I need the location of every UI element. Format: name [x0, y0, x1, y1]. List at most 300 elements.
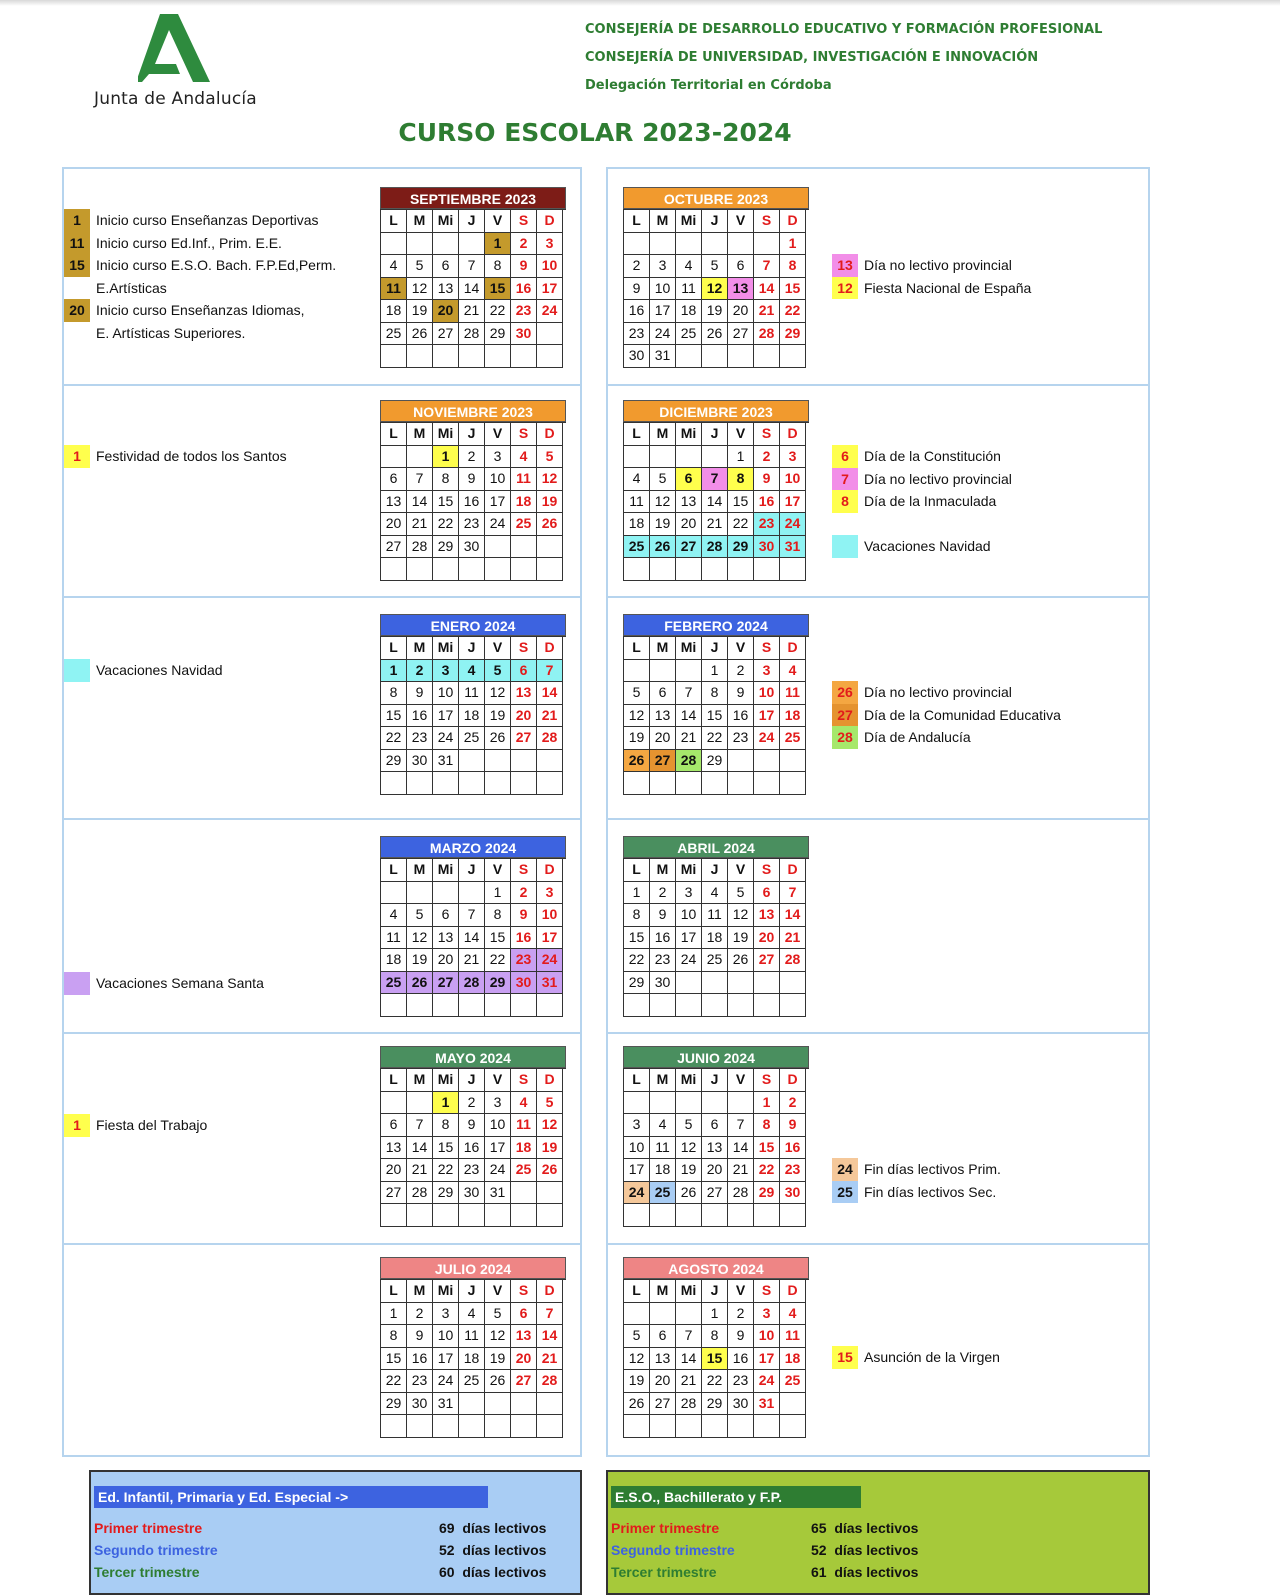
day-cell: 26	[485, 727, 511, 750]
day-cell: 23	[511, 949, 537, 972]
day-cell: 22	[728, 513, 754, 536]
day-cell: 5	[728, 882, 754, 905]
legend-swatch: 1	[64, 209, 90, 232]
legend-item	[64, 277, 336, 300]
day-cell: 3	[754, 1303, 780, 1326]
empty-cell	[381, 446, 407, 469]
day-cell: 11	[459, 1325, 485, 1348]
day-cell: 3	[537, 233, 563, 256]
weekday-header: Mi	[676, 1280, 702, 1303]
legend-swatch	[64, 322, 90, 345]
weekday-header: L	[381, 210, 407, 233]
day-cell: 19	[485, 705, 511, 728]
legend-swatch: 25	[832, 1181, 858, 1204]
day-cell: 4	[624, 468, 650, 491]
empty-cell	[650, 1303, 676, 1326]
day-cell: 7	[728, 1114, 754, 1137]
day-cell: 22	[381, 1370, 407, 1393]
weekday-header: V	[485, 423, 511, 446]
weekday-header: S	[511, 1280, 537, 1303]
day-cell: 6	[728, 255, 754, 278]
day-cell: 24	[485, 513, 511, 536]
day-cell: 11	[780, 1325, 806, 1348]
day-cell: 30	[407, 1393, 433, 1416]
weekday-header: M	[650, 1069, 676, 1092]
day-cell: 6	[511, 660, 537, 683]
empty-cell	[676, 1092, 702, 1115]
weekday-header: L	[624, 423, 650, 446]
day-cell: 8	[702, 682, 728, 705]
weekday-header: L	[381, 859, 407, 882]
day-cell: 26	[702, 323, 728, 346]
empty-cell	[433, 345, 459, 368]
day-cell: 7	[537, 660, 563, 683]
day-cell: 22	[485, 300, 511, 323]
month-grid	[623, 209, 809, 368]
day-cell: 2	[728, 1303, 754, 1326]
legend-text: Inicio curso Ed.Inf., Prim. E.E.	[96, 234, 282, 251]
weekday-header: V	[728, 637, 754, 660]
day-cell: 5	[485, 660, 511, 683]
day-cell: 4	[780, 1303, 806, 1326]
empty-cell	[702, 1204, 728, 1227]
day-cell: 21	[459, 949, 485, 972]
day-cell: 14	[676, 1348, 702, 1371]
day-cell: 30	[624, 345, 650, 368]
day-cell: 19	[624, 727, 650, 750]
day-cell: 3	[433, 1303, 459, 1326]
day-cell: 11	[650, 1137, 676, 1160]
empty-cell	[650, 1092, 676, 1115]
empty-cell	[676, 1204, 702, 1227]
legend-text: Festividad de todos los Santos	[96, 448, 287, 464]
empty-cell	[650, 1204, 676, 1227]
weekday-header: M	[650, 423, 676, 446]
legend-text: Vacaciones Semana Santa	[96, 975, 264, 991]
day-cell: 5	[407, 255, 433, 278]
day-cell: 28	[407, 536, 433, 559]
day-cell: 13	[381, 491, 407, 514]
weekday-header: M	[650, 859, 676, 882]
day-cell: 12	[407, 927, 433, 950]
day-cell: 27	[728, 323, 754, 346]
day-cell: 28	[754, 323, 780, 346]
empty-cell	[676, 660, 702, 683]
day-cell: 7	[537, 1303, 563, 1326]
empty-cell	[537, 1204, 563, 1227]
empty-cell	[780, 345, 806, 368]
day-cell: 14	[728, 1137, 754, 1160]
weekday-header: Mi	[433, 1280, 459, 1303]
legend-item	[64, 232, 336, 255]
weekday-header: M	[407, 637, 433, 660]
weekday-header: D	[537, 637, 563, 660]
day-cell: 8	[433, 468, 459, 491]
empty-cell	[754, 1415, 780, 1438]
weekday-header: S	[511, 637, 537, 660]
day-cell: 17	[433, 705, 459, 728]
day-cell: 16	[511, 278, 537, 301]
day-cell: 27	[381, 1182, 407, 1205]
day-cell: 12	[624, 1348, 650, 1371]
month-grid	[380, 422, 566, 581]
day-cell: 8	[780, 255, 806, 278]
day-cell: 25	[381, 972, 407, 995]
day-cell: 10	[624, 1137, 650, 1160]
legend-swatch	[832, 513, 858, 536]
day-cell: 18	[650, 1159, 676, 1182]
empty-cell	[754, 972, 780, 995]
day-cell: 19	[537, 491, 563, 514]
day-cell: 9	[754, 468, 780, 491]
empty-cell	[537, 1393, 563, 1416]
weekday-header: J	[702, 1280, 728, 1303]
legend-august	[832, 1346, 1000, 1369]
legend-item	[832, 513, 1012, 536]
weekday-header: D	[780, 859, 806, 882]
empty-cell	[702, 446, 728, 469]
weekday-header: L	[381, 1069, 407, 1092]
month-october	[623, 187, 809, 368]
legend-text: Fiesta Nacional de España	[864, 279, 1032, 296]
legend-swatch: 7	[832, 468, 858, 491]
month-june	[623, 1046, 809, 1227]
day-cell: 8	[485, 904, 511, 927]
day-cell: 22	[702, 1370, 728, 1393]
day-cell: 6	[754, 882, 780, 905]
day-cell: 29	[702, 1393, 728, 1416]
day-cell: 8	[381, 682, 407, 705]
weekday-header: D	[780, 1280, 806, 1303]
empty-cell	[650, 772, 676, 795]
day-cell: 11	[459, 682, 485, 705]
day-cell: 28	[702, 536, 728, 559]
day-cell: 26	[624, 750, 650, 773]
day-cell: 5	[537, 1092, 563, 1115]
empty-cell	[485, 1204, 511, 1227]
weekday-header: V	[728, 1280, 754, 1303]
day-cell: 29	[485, 323, 511, 346]
empty-cell	[511, 1204, 537, 1227]
summary-row-3: Tercer trimestre	[94, 1564, 200, 1580]
day-cell: 7	[459, 904, 485, 927]
day-cell: 11	[511, 468, 537, 491]
weekday-header: Mi	[433, 637, 459, 660]
empty-cell	[511, 536, 537, 559]
day-cell: 18	[511, 491, 537, 514]
day-cell: 14	[459, 927, 485, 950]
day-cell: 9	[407, 682, 433, 705]
day-cell: 20	[676, 513, 702, 536]
day-cell: 15	[780, 278, 806, 301]
legend-swatch: 15	[64, 254, 90, 277]
empty-cell	[624, 1415, 650, 1438]
day-cell: 20	[754, 927, 780, 950]
day-cell: 30	[511, 323, 537, 346]
day-cell: 27	[754, 949, 780, 972]
day-cell: 26	[624, 1393, 650, 1416]
day-cell: 10	[754, 1325, 780, 1348]
empty-cell	[780, 1415, 806, 1438]
legend-swatch: 26	[832, 681, 858, 704]
day-cell: 30	[650, 972, 676, 995]
empty-cell	[511, 345, 537, 368]
day-cell: 19	[485, 1348, 511, 1371]
summary-row-1: Primer trimestre	[94, 1520, 203, 1536]
day-cell: 7	[702, 468, 728, 491]
weekday-header: J	[459, 423, 485, 446]
legend-swatch: 27	[832, 704, 858, 727]
day-cell: 1	[381, 1303, 407, 1326]
day-cell: 16	[728, 1348, 754, 1371]
weekday-header: V	[485, 1280, 511, 1303]
day-cell: 24	[433, 1370, 459, 1393]
empty-cell	[459, 994, 485, 1017]
legend-item	[832, 490, 1012, 513]
day-cell: 23	[407, 1370, 433, 1393]
summary-row-2: Segundo trimestre	[611, 1542, 735, 1558]
day-cell: 16	[624, 300, 650, 323]
day-cell: 7	[407, 1114, 433, 1137]
day-cell: 17	[754, 1348, 780, 1371]
empty-cell	[754, 772, 780, 795]
day-cell: 6	[381, 1114, 407, 1137]
empty-cell	[702, 994, 728, 1017]
weekday-header: L	[381, 637, 407, 660]
empty-cell	[676, 345, 702, 368]
weekday-header: S	[754, 1069, 780, 1092]
day-cell: 16	[459, 491, 485, 514]
day-cell: 28	[537, 1370, 563, 1393]
empty-cell	[650, 994, 676, 1017]
summary-row-2: Segundo trimestre	[94, 1542, 218, 1558]
day-cell: 21	[676, 727, 702, 750]
day-cell: 27	[433, 972, 459, 995]
empty-cell	[780, 972, 806, 995]
day-cell: 8	[624, 904, 650, 927]
day-cell: 24	[537, 949, 563, 972]
day-cell: 7	[459, 255, 485, 278]
empty-cell	[511, 772, 537, 795]
day-cell: 14	[407, 491, 433, 514]
day-cell: 18	[459, 705, 485, 728]
day-cell: 29	[728, 536, 754, 559]
day-cell: 28	[676, 1393, 702, 1416]
dept-line-1: CONSEJERÍA DE DESARROLLO EDUCATIVO Y FORMACIÓN PROFESIONAL	[585, 22, 1103, 37]
day-cell: 10	[433, 682, 459, 705]
weekday-header: J	[702, 423, 728, 446]
day-cell: 1	[780, 233, 806, 256]
empty-cell	[459, 882, 485, 905]
weekday-header: D	[537, 423, 563, 446]
day-cell: 6	[702, 1114, 728, 1137]
empty-cell	[537, 772, 563, 795]
day-cell: 31	[650, 345, 676, 368]
day-cell: 29	[381, 1393, 407, 1416]
weekday-header: V	[728, 859, 754, 882]
empty-cell	[624, 994, 650, 1017]
day-cell: 20	[433, 949, 459, 972]
day-cell: 10	[485, 468, 511, 491]
day-cell: 23	[754, 513, 780, 536]
day-cell: 27	[676, 536, 702, 559]
empty-cell	[780, 750, 806, 773]
day-cell: 3	[676, 882, 702, 905]
day-cell: 11	[381, 278, 407, 301]
weekday-header: S	[511, 210, 537, 233]
day-cell: 2	[754, 446, 780, 469]
day-cell: 18	[780, 1348, 806, 1371]
day-cell: 23	[728, 1370, 754, 1393]
day-cell: 2	[624, 255, 650, 278]
day-cell: 20	[381, 513, 407, 536]
empty-cell	[676, 994, 702, 1017]
day-cell: 18	[676, 300, 702, 323]
day-cell: 12	[676, 1137, 702, 1160]
month-grid	[380, 209, 566, 368]
top-shadow	[0, 0, 1280, 6]
day-cell: 5	[407, 904, 433, 927]
day-cell: 5	[624, 1325, 650, 1348]
empty-cell	[676, 1303, 702, 1326]
legend-text: Día de la Comunidad Educativa	[864, 706, 1061, 723]
weekday-header: D	[537, 1069, 563, 1092]
empty-cell	[485, 558, 511, 581]
day-cell: 7	[676, 1325, 702, 1348]
weekday-header: L	[381, 423, 407, 446]
day-cell: 2	[407, 1303, 433, 1326]
empty-cell	[407, 1415, 433, 1438]
weekday-header: S	[511, 423, 537, 446]
summary-value-3: 60 días lectivos	[439, 1564, 547, 1580]
empty-cell	[433, 1204, 459, 1227]
legend-item	[64, 972, 264, 995]
day-cell: 11	[624, 491, 650, 514]
day-cell: 1	[381, 660, 407, 683]
empty-cell	[624, 558, 650, 581]
empty-cell	[702, 558, 728, 581]
day-cell: 3	[624, 1114, 650, 1137]
day-cell: 1	[433, 446, 459, 469]
day-cell: 22	[381, 727, 407, 750]
day-cell: 22	[485, 949, 511, 972]
empty-cell	[728, 233, 754, 256]
month-title: ENERO 2024	[380, 614, 566, 636]
day-cell: 21	[537, 705, 563, 728]
legend-may	[64, 1114, 207, 1137]
day-cell: 1	[702, 660, 728, 683]
day-cell: 1	[702, 1303, 728, 1326]
empty-cell	[381, 882, 407, 905]
day-cell: 11	[381, 927, 407, 950]
month-august	[623, 1257, 809, 1438]
day-cell: 2	[780, 1092, 806, 1115]
day-cell: 3	[433, 660, 459, 683]
empty-cell	[381, 1092, 407, 1115]
day-cell: 13	[511, 1325, 537, 1348]
day-cell: 19	[407, 300, 433, 323]
empty-cell	[459, 1415, 485, 1438]
day-cell: 25	[676, 323, 702, 346]
legend-text: Día no lectivo provincial	[864, 257, 1012, 273]
day-cell: 4	[702, 882, 728, 905]
empty-cell	[728, 558, 754, 581]
month-title: FEBRERO 2024	[623, 614, 809, 636]
day-cell: 29	[754, 1182, 780, 1205]
empty-cell	[511, 1393, 537, 1416]
day-cell: 29	[433, 1182, 459, 1205]
legend-december	[832, 445, 1012, 558]
legend-september	[64, 209, 336, 344]
empty-cell	[433, 233, 459, 256]
day-cell: 4	[459, 660, 485, 683]
day-cell: 26	[650, 536, 676, 559]
month-may	[380, 1046, 566, 1227]
weekday-header: D	[537, 859, 563, 882]
day-cell: 21	[702, 513, 728, 536]
day-cell: 17	[754, 705, 780, 728]
day-cell: 15	[433, 491, 459, 514]
empty-cell	[624, 446, 650, 469]
day-cell: 4	[676, 255, 702, 278]
day-cell: 20	[650, 1370, 676, 1393]
empty-cell	[407, 345, 433, 368]
empty-cell	[537, 750, 563, 773]
day-cell: 13	[650, 705, 676, 728]
dept-line-3: Delegación Territorial en Córdoba	[585, 78, 832, 93]
legend-item	[832, 254, 1031, 277]
weekday-header: M	[650, 1280, 676, 1303]
empty-cell	[459, 345, 485, 368]
day-cell: 12	[728, 904, 754, 927]
legend-text: Vacaciones Navidad	[96, 662, 223, 678]
month-grid	[623, 1279, 809, 1438]
weekday-header: V	[485, 637, 511, 660]
legend-item	[832, 704, 1061, 727]
day-cell: 21	[407, 1159, 433, 1182]
weekday-header: V	[485, 1069, 511, 1092]
day-cell: 12	[537, 468, 563, 491]
day-cell: 4	[511, 446, 537, 469]
day-cell: 2	[511, 233, 537, 256]
day-cell: 31	[754, 1393, 780, 1416]
day-cell: 31	[537, 972, 563, 995]
day-cell: 19	[702, 300, 728, 323]
day-cell: 21	[754, 300, 780, 323]
empty-cell	[381, 558, 407, 581]
day-cell: 25	[780, 1370, 806, 1393]
day-cell: 2	[511, 882, 537, 905]
legend-item	[832, 1181, 1001, 1204]
day-cell: 6	[676, 468, 702, 491]
day-cell: 11	[780, 682, 806, 705]
day-cell: 27	[381, 536, 407, 559]
legend-text: Inicio curso E.S.O. Bach. F.P.Ed,Perm.	[96, 257, 337, 273]
weekday-header: S	[511, 859, 537, 882]
day-cell: 27	[702, 1182, 728, 1205]
empty-cell	[407, 233, 433, 256]
day-cell: 23	[459, 513, 485, 536]
weekday-header: M	[407, 423, 433, 446]
month-title: SEPTIEMBRE 2023	[380, 187, 566, 209]
empty-cell	[754, 750, 780, 773]
summary-value-1: 69 días lectivos	[439, 1520, 547, 1536]
empty-cell	[407, 1204, 433, 1227]
day-cell: 4	[381, 255, 407, 278]
weekday-header: J	[702, 1069, 728, 1092]
legend-item	[832, 535, 1012, 558]
day-cell: 10	[754, 682, 780, 705]
